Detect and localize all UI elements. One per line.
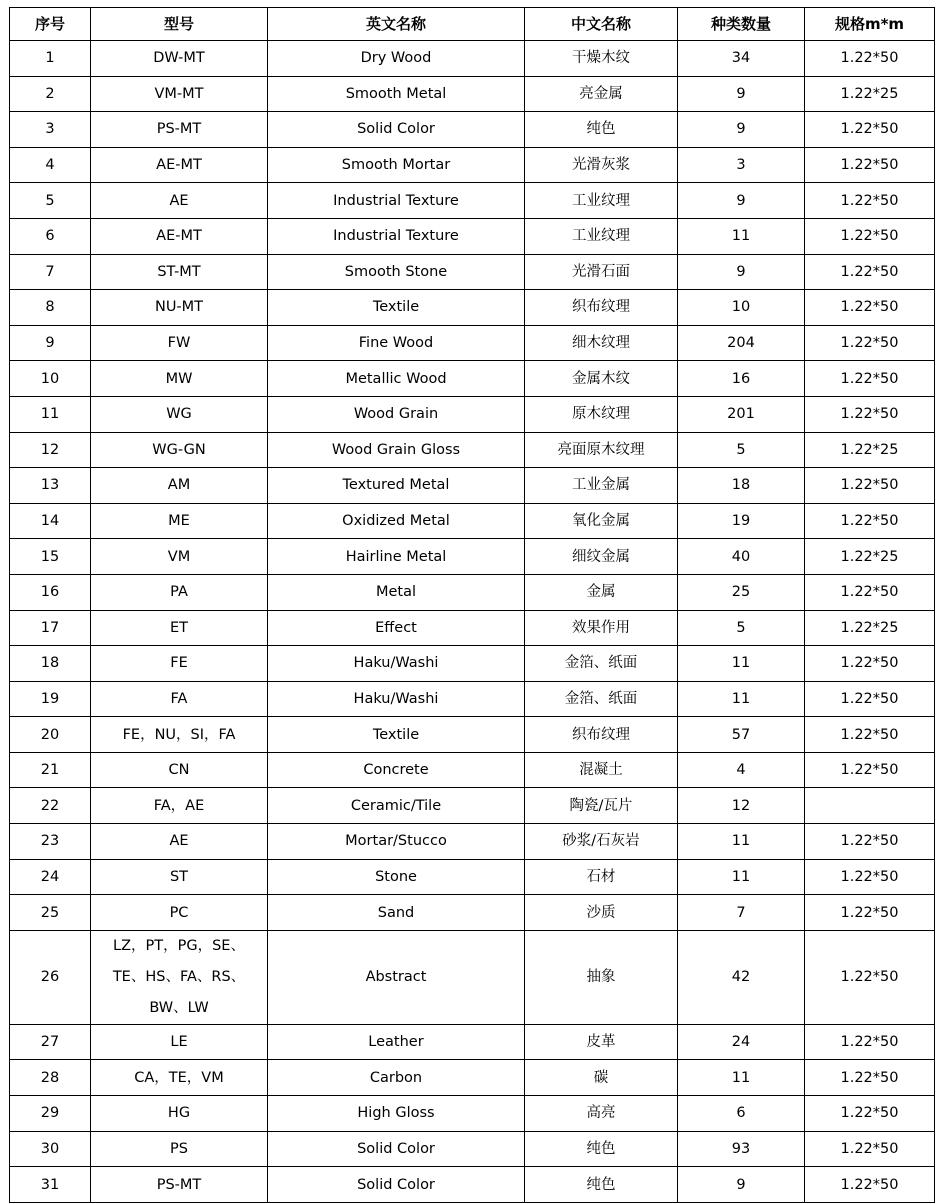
cell-english-name: Textile xyxy=(268,717,525,753)
cell-spec: 1.22*50 xyxy=(805,1131,935,1167)
cell-count: 57 xyxy=(678,717,805,753)
cell-count: 9 xyxy=(678,112,805,148)
cell-model: WG-GN xyxy=(91,432,268,468)
cell-count: 4 xyxy=(678,752,805,788)
cell-chinese-name: 细纹金属 xyxy=(525,539,678,575)
cell-no: 30 xyxy=(10,1131,91,1167)
cell-english-name: Wood Grain Gloss xyxy=(268,432,525,468)
cell-model: AE xyxy=(91,824,268,860)
cell-chinese-name: 金属 xyxy=(525,574,678,610)
cell-spec: 1.22*50 xyxy=(805,717,935,753)
cell-spec: 1.22*50 xyxy=(805,1167,935,1203)
cell-no: 14 xyxy=(10,503,91,539)
cell-chinese-name: 纯色 xyxy=(525,112,678,148)
cell-no: 26 xyxy=(10,930,91,1024)
cell-model: PA xyxy=(91,574,268,610)
cell-count: 42 xyxy=(678,930,805,1024)
cell-count: 19 xyxy=(678,503,805,539)
cell-chinese-name: 织布纹理 xyxy=(525,290,678,326)
cell-count: 9 xyxy=(678,183,805,219)
cell-spec: 1.22*50 xyxy=(805,218,935,254)
cell-no: 1 xyxy=(10,41,91,77)
cell-chinese-name: 高亮 xyxy=(525,1096,678,1132)
cell-model-line: BW、LW xyxy=(149,999,209,1016)
cell-english-name: Haku/Washi xyxy=(268,681,525,717)
table-header xyxy=(10,8,935,41)
cell-chinese-name: 金属木纹 xyxy=(525,361,678,397)
cell-spec: 1.22*50 xyxy=(805,930,935,1024)
table-row xyxy=(10,717,935,753)
cell-model xyxy=(91,930,268,1024)
cell-english-name: Concrete xyxy=(268,752,525,788)
header-row xyxy=(10,8,935,41)
cell-spec: 1.22*25 xyxy=(805,76,935,112)
table-row xyxy=(10,1167,935,1203)
cell-spec xyxy=(805,788,935,824)
cell-no: 24 xyxy=(10,859,91,895)
header-chinese-name: 中文名称 xyxy=(525,8,678,41)
table-row xyxy=(10,432,935,468)
cell-english-name: Textile xyxy=(268,290,525,326)
cell-spec: 1.22*50 xyxy=(805,361,935,397)
cell-spec: 1.22*50 xyxy=(805,1024,935,1060)
table-row xyxy=(10,610,935,646)
cell-spec: 1.22*50 xyxy=(805,859,935,895)
header-english-name: 英文名称 xyxy=(268,8,525,41)
cell-model: ST-MT xyxy=(91,254,268,290)
cell-no: 11 xyxy=(10,396,91,432)
cell-chinese-name: 金箔、纸面 xyxy=(525,681,678,717)
cell-count: 5 xyxy=(678,432,805,468)
cell-english-name: Industrial Texture xyxy=(268,183,525,219)
cell-count: 204 xyxy=(678,325,805,361)
cell-count: 11 xyxy=(678,646,805,682)
cell-count: 7 xyxy=(678,895,805,931)
cell-english-name: Solid Color xyxy=(268,112,525,148)
cell-model: AE-MT xyxy=(91,218,268,254)
cell-model: WG xyxy=(91,396,268,432)
cell-chinese-name: 亮面原木纹理 xyxy=(525,432,678,468)
cell-chinese-name: 混凝土 xyxy=(525,752,678,788)
cell-no: 23 xyxy=(10,824,91,860)
cell-english-name: Solid Color xyxy=(268,1167,525,1203)
cell-model: FA xyxy=(91,681,268,717)
cell-spec: 1.22*50 xyxy=(805,1060,935,1096)
cell-no: 18 xyxy=(10,646,91,682)
table-row xyxy=(10,859,935,895)
cell-chinese-name: 光滑灰浆 xyxy=(525,147,678,183)
cell-chinese-name: 细木纹理 xyxy=(525,325,678,361)
cell-english-name: Smooth Mortar xyxy=(268,147,525,183)
table-row xyxy=(10,218,935,254)
table-row xyxy=(10,788,935,824)
product-table xyxy=(9,7,935,1203)
cell-chinese-name: 砂浆/石灰岩 xyxy=(525,824,678,860)
cell-no: 13 xyxy=(10,468,91,504)
cell-count: 11 xyxy=(678,1060,805,1096)
cell-english-name: Haku/Washi xyxy=(268,646,525,682)
cell-no: 15 xyxy=(10,539,91,575)
cell-no: 2 xyxy=(10,76,91,112)
table-row xyxy=(10,539,935,575)
cell-spec: 1.22*50 xyxy=(805,681,935,717)
cell-spec: 1.22*50 xyxy=(805,290,935,326)
cell-no: 5 xyxy=(10,183,91,219)
cell-no: 29 xyxy=(10,1096,91,1132)
table-row xyxy=(10,112,935,148)
cell-chinese-name: 沙质 xyxy=(525,895,678,931)
cell-model: VM-MT xyxy=(91,76,268,112)
cell-no: 12 xyxy=(10,432,91,468)
table-row xyxy=(10,41,935,77)
cell-english-name: Hairline Metal xyxy=(268,539,525,575)
cell-chinese-name: 氧化金属 xyxy=(525,503,678,539)
cell-chinese-name: 纯色 xyxy=(525,1167,678,1203)
cell-no: 6 xyxy=(10,218,91,254)
cell-count: 16 xyxy=(678,361,805,397)
cell-count: 11 xyxy=(678,218,805,254)
table-row xyxy=(10,325,935,361)
cell-spec: 1.22*50 xyxy=(805,1096,935,1132)
cell-model: ST xyxy=(91,859,268,895)
table-row xyxy=(10,468,935,504)
table-row xyxy=(10,147,935,183)
cell-english-name: Sand xyxy=(268,895,525,931)
cell-english-name: Stone xyxy=(268,859,525,895)
cell-count: 40 xyxy=(678,539,805,575)
cell-count: 10 xyxy=(678,290,805,326)
cell-spec: 1.22*50 xyxy=(805,396,935,432)
cell-chinese-name: 抽象 xyxy=(525,930,678,1024)
table-row xyxy=(10,646,935,682)
cell-english-name: Carbon xyxy=(268,1060,525,1096)
table-row xyxy=(10,1131,935,1167)
cell-chinese-name: 碳 xyxy=(525,1060,678,1096)
cell-count: 25 xyxy=(678,574,805,610)
cell-chinese-name: 纯色 xyxy=(525,1131,678,1167)
cell-model: VM xyxy=(91,539,268,575)
cell-chinese-name: 工业纹理 xyxy=(525,183,678,219)
cell-model: NU-MT xyxy=(91,290,268,326)
cell-no: 27 xyxy=(10,1024,91,1060)
cell-english-name: High Gloss xyxy=(268,1096,525,1132)
cell-no: 28 xyxy=(10,1060,91,1096)
cell-model: PS xyxy=(91,1131,268,1167)
cell-model: LE xyxy=(91,1024,268,1060)
cell-count: 9 xyxy=(678,254,805,290)
cell-no: 21 xyxy=(10,752,91,788)
cell-spec: 1.22*50 xyxy=(805,468,935,504)
cell-english-name: Abstract xyxy=(268,930,525,1024)
cell-english-name: Smooth Stone xyxy=(268,254,525,290)
cell-count: 5 xyxy=(678,610,805,646)
cell-english-name: Effect xyxy=(268,610,525,646)
cell-model: AE-MT xyxy=(91,147,268,183)
table-row xyxy=(10,1060,935,1096)
cell-spec: 1.22*50 xyxy=(805,41,935,77)
cell-no: 3 xyxy=(10,112,91,148)
cell-spec: 1.22*25 xyxy=(805,610,935,646)
table-row xyxy=(10,752,935,788)
cell-model: FE xyxy=(91,646,268,682)
cell-model: FA，AE xyxy=(91,788,268,824)
header-no: 序号 xyxy=(10,8,91,41)
cell-count: 9 xyxy=(678,76,805,112)
cell-chinese-name: 工业金属 xyxy=(525,468,678,504)
cell-count: 18 xyxy=(678,468,805,504)
cell-count: 11 xyxy=(678,681,805,717)
table-row xyxy=(10,396,935,432)
table-row xyxy=(10,290,935,326)
cell-count: 3 xyxy=(678,147,805,183)
cell-no: 8 xyxy=(10,290,91,326)
cell-english-name: Smooth Metal xyxy=(268,76,525,112)
cell-spec: 1.22*50 xyxy=(805,574,935,610)
cell-spec: 1.22*50 xyxy=(805,325,935,361)
cell-count: 6 xyxy=(678,1096,805,1132)
header-model: 型号 xyxy=(91,8,268,41)
cell-count: 11 xyxy=(678,859,805,895)
cell-no: 9 xyxy=(10,325,91,361)
cell-english-name: Wood Grain xyxy=(268,396,525,432)
cell-english-name: Ceramic/Tile xyxy=(268,788,525,824)
table-row xyxy=(10,254,935,290)
cell-model: AE xyxy=(91,183,268,219)
cell-model: PS-MT xyxy=(91,112,268,148)
table-body xyxy=(10,41,935,1203)
cell-no: 19 xyxy=(10,681,91,717)
cell-model-line: LZ，PT，PG，SE、 xyxy=(113,937,245,954)
cell-chinese-name: 光滑石面 xyxy=(525,254,678,290)
table-row xyxy=(10,1096,935,1132)
cell-model: HG xyxy=(91,1096,268,1132)
cell-chinese-name: 陶瓷/瓦片 xyxy=(525,788,678,824)
cell-english-name: Metallic Wood xyxy=(268,361,525,397)
cell-chinese-name: 石材 xyxy=(525,859,678,895)
cell-english-name: Fine Wood xyxy=(268,325,525,361)
cell-model-line: TE、HS、FA、RS、 xyxy=(112,968,246,985)
cell-english-name: Dry Wood xyxy=(268,41,525,77)
cell-english-name: Oxidized Metal xyxy=(268,503,525,539)
cell-count: 93 xyxy=(678,1131,805,1167)
cell-no: 4 xyxy=(10,147,91,183)
cell-chinese-name: 织布纹理 xyxy=(525,717,678,753)
cell-model: ET xyxy=(91,610,268,646)
cell-no: 16 xyxy=(10,574,91,610)
cell-spec: 1.22*50 xyxy=(805,112,935,148)
cell-model: PC xyxy=(91,895,268,931)
cell-no: 31 xyxy=(10,1167,91,1203)
cell-model: CA，TE，VM xyxy=(91,1060,268,1096)
cell-no: 20 xyxy=(10,717,91,753)
cell-model: DW-MT xyxy=(91,41,268,77)
cell-model: AM xyxy=(91,468,268,504)
table-row xyxy=(10,681,935,717)
cell-spec: 1.22*50 xyxy=(805,646,935,682)
cell-no: 17 xyxy=(10,610,91,646)
cell-chinese-name: 效果作用 xyxy=(525,610,678,646)
cell-no: 10 xyxy=(10,361,91,397)
cell-spec: 1.22*50 xyxy=(805,503,935,539)
table-row xyxy=(10,895,935,931)
cell-spec: 1.22*50 xyxy=(805,824,935,860)
header-count: 种类数量 xyxy=(678,8,805,41)
cell-no: 25 xyxy=(10,895,91,931)
table-row xyxy=(10,574,935,610)
cell-spec: 1.22*50 xyxy=(805,183,935,219)
table-row xyxy=(10,361,935,397)
cell-no: 7 xyxy=(10,254,91,290)
cell-count: 24 xyxy=(678,1024,805,1060)
cell-model: PS-MT xyxy=(91,1167,268,1203)
table-row xyxy=(10,824,935,860)
cell-chinese-name: 工业纹理 xyxy=(525,218,678,254)
cell-model: ME xyxy=(91,503,268,539)
cell-model: CN xyxy=(91,752,268,788)
table-wrapper xyxy=(9,7,935,1203)
cell-spec: 1.22*50 xyxy=(805,254,935,290)
cell-spec: 1.22*50 xyxy=(805,147,935,183)
cell-english-name: Textured Metal xyxy=(268,468,525,504)
cell-chinese-name: 亮金属 xyxy=(525,76,678,112)
cell-count: 34 xyxy=(678,41,805,77)
table-row xyxy=(10,1024,935,1060)
cell-english-name: Leather xyxy=(268,1024,525,1060)
cell-chinese-name: 皮革 xyxy=(525,1024,678,1060)
cell-spec: 1.22*25 xyxy=(805,432,935,468)
cell-model: FE，NU，SI，FA xyxy=(91,717,268,753)
cell-count: 11 xyxy=(678,824,805,860)
cell-spec: 1.22*50 xyxy=(805,752,935,788)
table-row xyxy=(10,76,935,112)
cell-english-name: Industrial Texture xyxy=(268,218,525,254)
cell-spec: 1.22*50 xyxy=(805,895,935,931)
cell-model: MW xyxy=(91,361,268,397)
header-spec: 规格m*m xyxy=(805,8,935,41)
cell-spec: 1.22*25 xyxy=(805,539,935,575)
cell-english-name: Solid Color xyxy=(268,1131,525,1167)
cell-english-name: Mortar/Stucco xyxy=(268,824,525,860)
table-row xyxy=(10,183,935,219)
cell-count: 9 xyxy=(678,1167,805,1203)
cell-chinese-name: 干燥木纹 xyxy=(525,41,678,77)
cell-count: 201 xyxy=(678,396,805,432)
cell-no: 22 xyxy=(10,788,91,824)
table-row xyxy=(10,930,935,1024)
cell-chinese-name: 原木纹理 xyxy=(525,396,678,432)
cell-count: 12 xyxy=(678,788,805,824)
table-row xyxy=(10,503,935,539)
cell-english-name: Metal xyxy=(268,574,525,610)
cell-chinese-name: 金箔、纸面 xyxy=(525,646,678,682)
cell-model: FW xyxy=(91,325,268,361)
